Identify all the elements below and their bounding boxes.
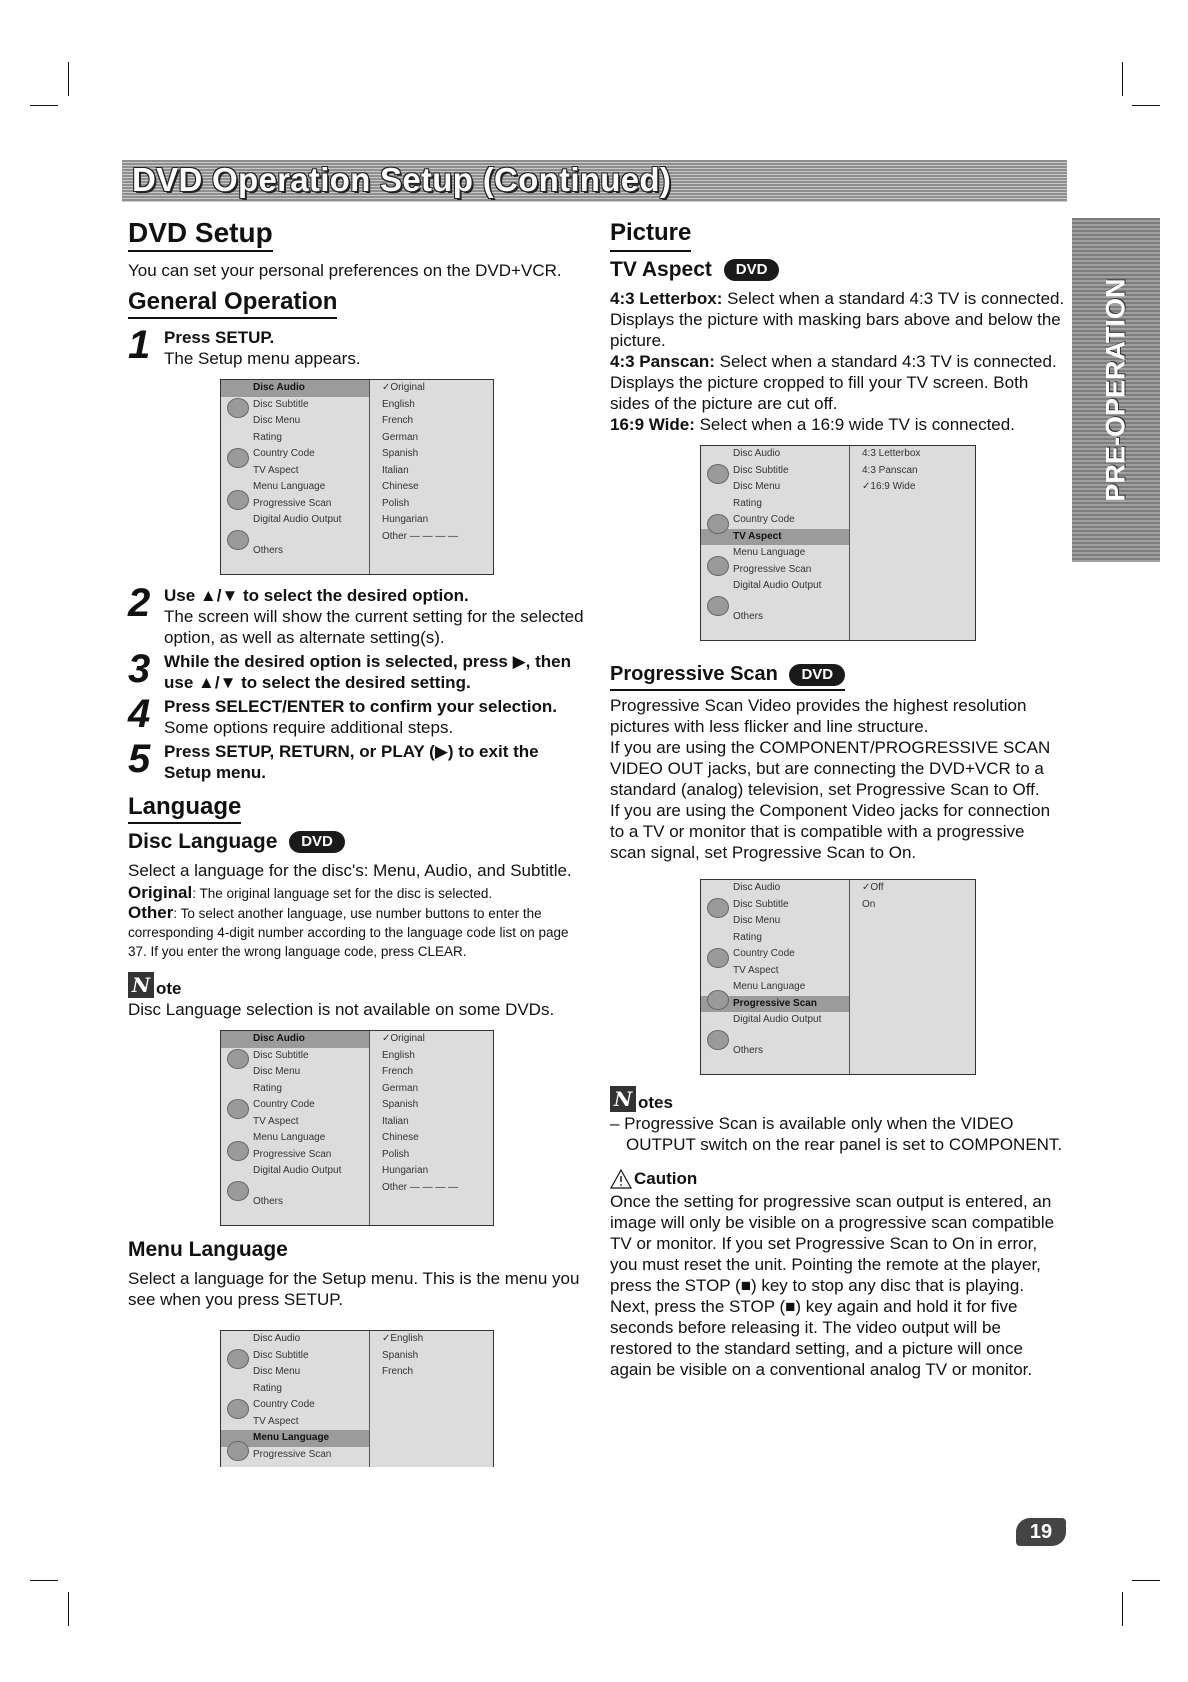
speaker-icon: [227, 1181, 249, 1201]
menu-item-list: [221, 1331, 370, 1467]
menu-option-list: [370, 1331, 493, 1467]
page-number: 19: [1016, 1518, 1066, 1546]
other-text: : To select another language, use number buttons to enter the corresponding 4-digit number according to the language code list on page 37. If you enter the wrong language code, press CLEAR.: [128, 906, 569, 959]
menu-option-list: [370, 380, 493, 574]
step-2: [128, 581, 588, 648]
menu-item: Disc Subtitle: [253, 398, 309, 410]
menu-item: Others: [733, 1044, 764, 1056]
menu-option: Spanish: [382, 1349, 419, 1361]
speaker-icon: [227, 530, 249, 550]
original-note: [128, 883, 588, 903]
step-desc: The screen will show the current setting for the selected option, as well as alternate setting(s).: [164, 607, 584, 647]
crop-mark: [1132, 105, 1160, 106]
general-operation-heading: General Operation: [128, 287, 337, 319]
menu-item: Disc Audio: [221, 1031, 369, 1048]
aspect-option-label: 4:3 Panscan:: [610, 352, 715, 371]
language-heading: Language: [128, 792, 241, 824]
dvd-setup-intro: You can set your personal preferences on the DVD+VCR.: [128, 261, 562, 280]
menu-item: Country Code: [253, 448, 315, 459]
note-heading: [128, 971, 588, 999]
other-note: [128, 903, 588, 961]
menu-icon: [227, 1141, 249, 1161]
disc-language-title: Disc Language: [128, 830, 278, 853]
menu-item: Others: [253, 1195, 284, 1207]
header-banner: [122, 160, 1067, 202]
tv-aspect-menu-screenshot: [700, 445, 976, 641]
right-column: [610, 216, 1065, 1380]
crop-mark: [68, 1592, 69, 1626]
menu-option: Chinese: [382, 481, 419, 492]
menu-item: Digital Audio Output: [253, 514, 342, 525]
menu-option: 4:3 Panscan: [862, 464, 918, 476]
disc-language-menu-screenshot: [220, 1030, 494, 1226]
warning-triangle-icon: [610, 1169, 632, 1189]
note-icon: N: [128, 972, 154, 998]
step-title: Press SELECT/ENTER to confirm your selection.: [164, 697, 557, 716]
progressive-paragraph: If you are using the Component Video jacks for connection to a TV or monitor that is compatible with a progressive scan signal, set Progressive Scan to On.: [610, 801, 1051, 862]
menu-item: TV Aspect: [701, 529, 849, 546]
menu-icon: [707, 556, 729, 576]
progressive-scan-heading: [610, 659, 845, 691]
menu-item: TV Aspect: [253, 464, 299, 476]
note-icon: N: [610, 1086, 636, 1112]
menu-option-list: [370, 1031, 493, 1225]
disc-language-heading: [128, 828, 588, 856]
menu-item: Disc Audio: [733, 448, 781, 459]
menu-option: ✓English: [382, 1333, 424, 1344]
step-1: [128, 323, 588, 369]
menu-item: Disc Menu: [253, 1066, 301, 1077]
step-title: Press SETUP.: [164, 328, 275, 347]
crop-mark: [1122, 62, 1123, 96]
step-4: [128, 692, 588, 738]
lock-icon: [227, 1099, 249, 1119]
caution-label: Caution: [634, 1169, 698, 1188]
dvd-badge: DVD: [789, 664, 845, 686]
menu-item: Others: [253, 544, 284, 556]
menu-item: Country Code: [733, 948, 795, 959]
note-text: Disc Language selection is not available on some DVDs.: [128, 1000, 555, 1019]
menu-option: 4:3 Letterbox: [862, 448, 921, 459]
menu-item: Disc Audio: [221, 380, 369, 397]
step-number: 1: [128, 323, 151, 367]
crop-mark: [68, 62, 69, 96]
menu-item-list: [701, 446, 850, 640]
menu-item: Country Code: [733, 514, 795, 525]
menu-option: Polish: [382, 497, 410, 509]
menu-option: ✓16:9 Wide: [862, 481, 916, 492]
crop-mark: [30, 1580, 58, 1581]
menu-item: Country Code: [253, 1099, 315, 1110]
menu-item: Digital Audio Output: [733, 580, 822, 591]
menu-item: Disc Menu: [733, 481, 781, 492]
step-number: 3: [128, 647, 151, 691]
disc-language-desc: Select a language for the disc's: Menu, Audio, and Subtitle.: [128, 861, 572, 880]
lock-icon: [707, 948, 729, 968]
menu-option-list: [850, 446, 975, 640]
aspect-option-label: 16:9 Wide:: [610, 415, 695, 434]
menu-item-list: [701, 880, 850, 1074]
menu-item: TV Aspect: [253, 1415, 299, 1427]
notes-label: otes: [638, 1093, 673, 1112]
menu-option: Spanish: [382, 1099, 419, 1110]
menu-item: Disc Subtitle: [253, 1049, 309, 1061]
menu-item: Rating: [253, 1382, 282, 1394]
menu-item: Rating: [733, 497, 762, 509]
menu-item: Others: [733, 610, 764, 622]
step-desc: Some options require additional steps.: [164, 718, 454, 737]
picture-heading: Picture: [610, 216, 691, 252]
menu-icon: [707, 990, 729, 1010]
crop-mark: [1132, 1580, 1160, 1581]
menu-item: Progressive Scan: [701, 996, 849, 1013]
menu-item: Disc Menu: [253, 415, 301, 426]
menu-item: Country Code: [253, 1399, 315, 1410]
speaker-icon: [707, 596, 729, 616]
menu-option: ✓Off: [862, 882, 884, 893]
menu-option: Italian: [382, 1115, 409, 1127]
disc-icon: [707, 464, 729, 484]
menu-item: Disc Subtitle: [733, 898, 789, 910]
progressive-scan-title: Progressive Scan: [610, 663, 778, 685]
menu-item: Digital Audio Output: [733, 1014, 822, 1025]
menu-icon: [227, 1441, 249, 1461]
menu-item: Progressive Scan: [733, 563, 812, 575]
progressive-paragraph: If you are using the COMPONENT/PROGRESSIVE SCAN VIDEO OUT jacks, but are connecting the DVD+VCR to a standard (analog) television, set Progressive Scan to Off.: [610, 738, 1051, 799]
menu-item: Digital Audio Output: [253, 1165, 342, 1176]
menu-option: German: [382, 431, 419, 443]
dvd-setup-heading: DVD Setup: [128, 216, 273, 252]
menu-item: Disc Menu: [253, 1366, 301, 1377]
menu-item: Rating: [253, 431, 282, 443]
menu-item: Menu Language: [733, 981, 806, 992]
aspect-option: [610, 414, 1065, 435]
aspect-option: [610, 351, 1065, 414]
aspect-option-text: Select when a standard 4:3 TV is connected. Displays the picture with masking bars above and below the picture.: [610, 289, 1065, 350]
tv-aspect-title: TV Aspect: [610, 258, 712, 281]
original-text: : The original language set for the disc is selected.: [192, 886, 493, 901]
step-3: [128, 647, 588, 693]
menu-option: French: [382, 1366, 414, 1377]
left-column: [128, 216, 588, 1477]
menu-item: Progressive Scan: [253, 1448, 332, 1460]
menu-option: Other — — — —: [382, 530, 459, 542]
menu-item: Progressive Scan: [253, 1148, 332, 1160]
menu-option: Polish: [382, 1148, 410, 1160]
menu-item: Progressive Scan: [253, 497, 332, 509]
step-number: 4: [128, 692, 151, 736]
menu-item-list: [221, 1031, 370, 1225]
menu-item: Rating: [733, 931, 762, 943]
speaker-icon: [707, 1030, 729, 1050]
menu-option: Italian: [382, 464, 409, 476]
crop-mark: [30, 105, 58, 106]
note-label: ote: [156, 979, 182, 998]
disc-icon: [227, 1349, 249, 1369]
notes-heading: [610, 1085, 1065, 1113]
original-label: Original: [128, 883, 193, 902]
menu-item: Rating: [253, 1082, 282, 1094]
other-label: Other: [128, 903, 174, 922]
menu-item: Menu Language: [253, 1132, 326, 1143]
step-title: Use ▲/▼ to select the desired option.: [164, 586, 469, 605]
tv-aspect-heading: [610, 256, 1065, 284]
menu-item: Menu Language: [253, 481, 326, 492]
menu-option: French: [382, 415, 414, 426]
caution-heading: [610, 1169, 1065, 1189]
notes-text: – Progressive Scan is available only when the VIDEO OUTPUT switch on the rear panel is set to COMPONENT.: [610, 1114, 1063, 1154]
aspect-option-label: 4:3 Letterbox:: [610, 289, 723, 308]
menu-item: Disc Audio: [733, 882, 781, 893]
lock-icon: [227, 448, 249, 468]
aspect-option: [610, 288, 1065, 351]
menu-option: Hungarian: [382, 1165, 429, 1176]
menu-icon: [227, 490, 249, 510]
menu-option: German: [382, 1082, 419, 1094]
menu-option: French: [382, 1066, 414, 1077]
menu-option: English: [382, 1049, 415, 1061]
aspect-option-text: Select when a 16:9 wide TV is connected.: [694, 415, 1015, 434]
menu-option: English: [382, 398, 415, 410]
menu-item: Disc Audio: [253, 1333, 301, 1344]
menu-language-desc: Select a language for the Setup menu. This is the menu you see when you press SETUP.: [128, 1269, 580, 1309]
crop-mark: [1122, 1592, 1123, 1626]
setup-menu-screenshot: [220, 379, 494, 575]
menu-item-list: [221, 380, 370, 574]
menu-option: ✓Original: [382, 382, 425, 393]
progressive-scan-menu-screenshot: [700, 879, 976, 1075]
menu-option: Chinese: [382, 1132, 419, 1143]
menu-item: Menu Language: [221, 1430, 369, 1447]
lock-icon: [227, 1399, 249, 1419]
step-number: 5: [128, 737, 151, 781]
step-desc: The Setup menu appears.: [164, 349, 361, 368]
progressive-paragraph: Progressive Scan Video provides the highest resolution pictures with less flicker and line structure.: [610, 696, 1027, 736]
menu-item: Disc Menu: [733, 915, 781, 926]
menu-option: ✓Original: [382, 1033, 425, 1044]
menu-option: Hungarian: [382, 514, 429, 525]
dvd-badge: DVD: [289, 831, 345, 853]
menu-item: Disc Subtitle: [733, 464, 789, 476]
aspect-option-text: Select when a standard 4:3 TV is connected. Displays the picture cropped to fill your TV screen. Both sides of the picture are cut off.: [610, 352, 1057, 413]
disc-icon: [227, 398, 249, 418]
menu-item: Disc Subtitle: [253, 1349, 309, 1361]
menu-option: Spanish: [382, 448, 419, 459]
step-title: Press SETUP, RETURN, or PLAY (▶) to exit the Setup menu.: [164, 742, 539, 782]
dvd-badge: DVD: [724, 259, 780, 281]
menu-language-screenshot: [220, 1330, 494, 1467]
menu-option-list: [850, 880, 975, 1074]
section-tab: [1072, 218, 1160, 562]
step-title: While the desired option is selected, press ▶, then use ▲/▼ to select the desired setting.: [164, 652, 571, 692]
menu-item: TV Aspect: [253, 1115, 299, 1127]
menu-item: TV Aspect: [733, 964, 779, 976]
disc-icon: [707, 898, 729, 918]
menu-option: Other — — — —: [382, 1181, 459, 1193]
section-tab-label: PRE-OPERATION: [1100, 278, 1131, 502]
menu-item: Menu Language: [733, 547, 806, 558]
step-5: [128, 737, 588, 783]
disc-icon: [227, 1049, 249, 1069]
menu-option: On: [862, 898, 876, 910]
menu-language-heading: Menu Language: [128, 1238, 288, 1261]
page-title: DVD Operation Setup (Continued): [132, 161, 672, 198]
lock-icon: [707, 514, 729, 534]
step-number: 2: [128, 581, 151, 625]
caution-text: Once the setting for progressive scan output is entered, an image will only be visible on a progressive scan compatible TV or monitor. If you set Progressive Scan to On in error, you must reset the unit. Pointing the remote at the player, press the STOP (■) key to stop any disc that is playing. Next, press the STOP (■) key again and hold it for five seconds before releasing it. The video output will be restored to the standard setting, and a picture will once again be visible on a conventional analog TV or monitor.: [610, 1192, 1055, 1379]
